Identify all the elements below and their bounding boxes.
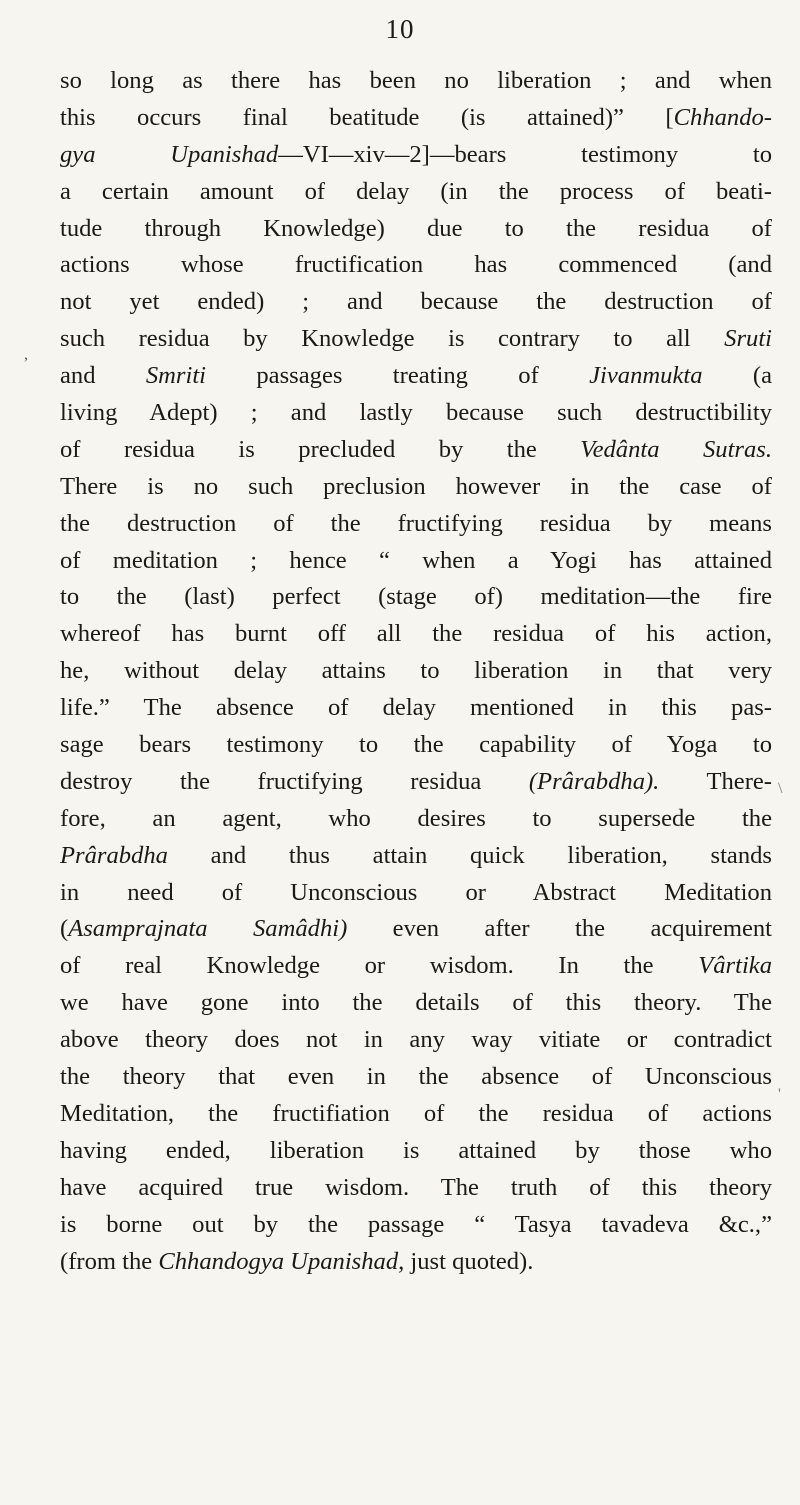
text-line: [60, 63, 772, 100]
text-line: [60, 653, 772, 690]
text-run: of residua is precluded by the: [60, 435, 581, 463]
margin-mark: \: [778, 780, 783, 797]
text-run: we have gone into the details of this theory. The: [60, 989, 772, 1017]
text-run: tude through Knowledge) due to the residua of: [60, 214, 772, 242]
text-line: [60, 174, 772, 211]
text-run: even after the acquirement: [347, 915, 772, 943]
text-run: sage bears testimony to the capability of Yoga to: [60, 731, 772, 759]
text-run: in need of Unconscious or Abstract Meditation: [60, 878, 772, 906]
italic-term: (Prârabdha).: [528, 767, 660, 795]
margin-mark: ': [778, 1086, 781, 1103]
text-run: (a: [702, 362, 772, 390]
page-number: 10: [385, 14, 415, 44]
text-line: [60, 911, 772, 948]
text-line: [60, 838, 772, 875]
text-line: [60, 100, 772, 137]
italic-term: Prârabdha: [60, 841, 168, 869]
italic-term: Jivanmukta: [589, 362, 703, 390]
text-line: [60, 1170, 772, 1207]
text-line: [60, 801, 772, 838]
text-line: [60, 395, 772, 432]
text-line: [60, 543, 772, 580]
text-line: [60, 137, 772, 174]
text-run: this occurs final beatitude (is attained)” [: [60, 103, 674, 131]
text-run: the destruction of the fructifying residua by means: [60, 509, 772, 537]
text-line: [60, 616, 772, 653]
italic-term: Asamprajnata Samâdhi): [68, 915, 348, 943]
italic-term: Smriti: [145, 362, 207, 390]
text-line: [60, 432, 772, 469]
text-run: not yet ended) ; and because the destruction of: [60, 288, 772, 316]
text-line: [60, 211, 772, 248]
text-line: [60, 1207, 772, 1244]
text-run: life.” The absence of delay mentioned in this pas-: [60, 694, 772, 722]
text-line: [60, 247, 772, 284]
italic-term: Vedânta Sutras.: [580, 435, 772, 463]
italic-term: Chhando-: [673, 103, 772, 131]
italic-term: Chhandogya Upanishad,: [158, 1247, 405, 1275]
text-line: [60, 985, 772, 1022]
text-line: [60, 764, 772, 801]
text-run: and thus attain quick liberation, stands: [167, 841, 772, 869]
text-run: the theory that even in the absence of Unconscious: [60, 1063, 772, 1091]
text-run: (: [60, 915, 69, 943]
text-run: There is no such preclusion however in the case of: [60, 472, 772, 500]
text-run: There-: [659, 767, 772, 795]
text-line: [60, 690, 772, 727]
text-line: [60, 1022, 772, 1059]
text-run: Meditation, the fructifiation of the residua of actions: [60, 1099, 772, 1127]
text-run: of real Knowledge or wisdom. In the: [60, 952, 699, 980]
text-line: [60, 727, 772, 764]
text-run: destroy the fructifying residua: [60, 767, 529, 795]
text-run: such residua by Knowledge is contrary to all: [60, 325, 725, 353]
text-line: [60, 1096, 772, 1133]
text-run: just quoted).: [404, 1247, 534, 1275]
text-line: [60, 1059, 772, 1096]
text-run: and: [60, 362, 146, 390]
text-line: [60, 579, 772, 616]
text-run: living Adept) ; and lastly because such destructibility: [60, 399, 772, 427]
text-run: to the (last) perfect (stage of) meditation—the fire: [60, 583, 772, 611]
text-line: [60, 875, 772, 912]
text-line: [60, 469, 772, 506]
text-run: actions whose fructification has commenced (and: [60, 251, 772, 279]
text-run: is borne out by the passage “ Tasya tavadeva &c.,”: [60, 1210, 772, 1238]
italic-term: gya Upanishad: [60, 140, 279, 168]
text-run: (from the: [60, 1247, 159, 1275]
margin-mark: ,: [24, 346, 28, 363]
italic-term: Vârtika: [698, 952, 772, 980]
text-run: fore, an agent, who desires to supersede the: [60, 804, 772, 832]
text-line: [60, 321, 772, 358]
text-run: whereof has burnt off all the residua of his action,: [60, 620, 772, 648]
text-run: so long as there has been no liberation ; and when: [60, 67, 772, 94]
text-line: [60, 284, 772, 321]
text-run: above theory does not in any way vitiate or contradict: [60, 1026, 772, 1054]
text-line: [60, 948, 772, 985]
text-line: [60, 358, 772, 395]
text-run: of meditation ; hence “ when a Yogi has attained: [60, 546, 772, 574]
text-run: —VI—xiv—2]—bears testimony to: [278, 140, 772, 168]
text-line: [60, 1133, 772, 1170]
text-run: he, without delay attains to liberation in that very: [60, 657, 772, 685]
text-run: having ended, liberation is attained by those who: [60, 1136, 772, 1164]
text-run: passages treating of: [206, 362, 590, 390]
text-run: have acquired true wisdom. The truth of this theory: [60, 1173, 772, 1201]
text-line: [60, 1244, 772, 1281]
text-line: [60, 506, 772, 543]
body-paragraph: [60, 63, 772, 1280]
text-run: a certain amount of delay (in the process of beati-: [60, 177, 772, 205]
italic-term: Sruti: [724, 325, 772, 353]
